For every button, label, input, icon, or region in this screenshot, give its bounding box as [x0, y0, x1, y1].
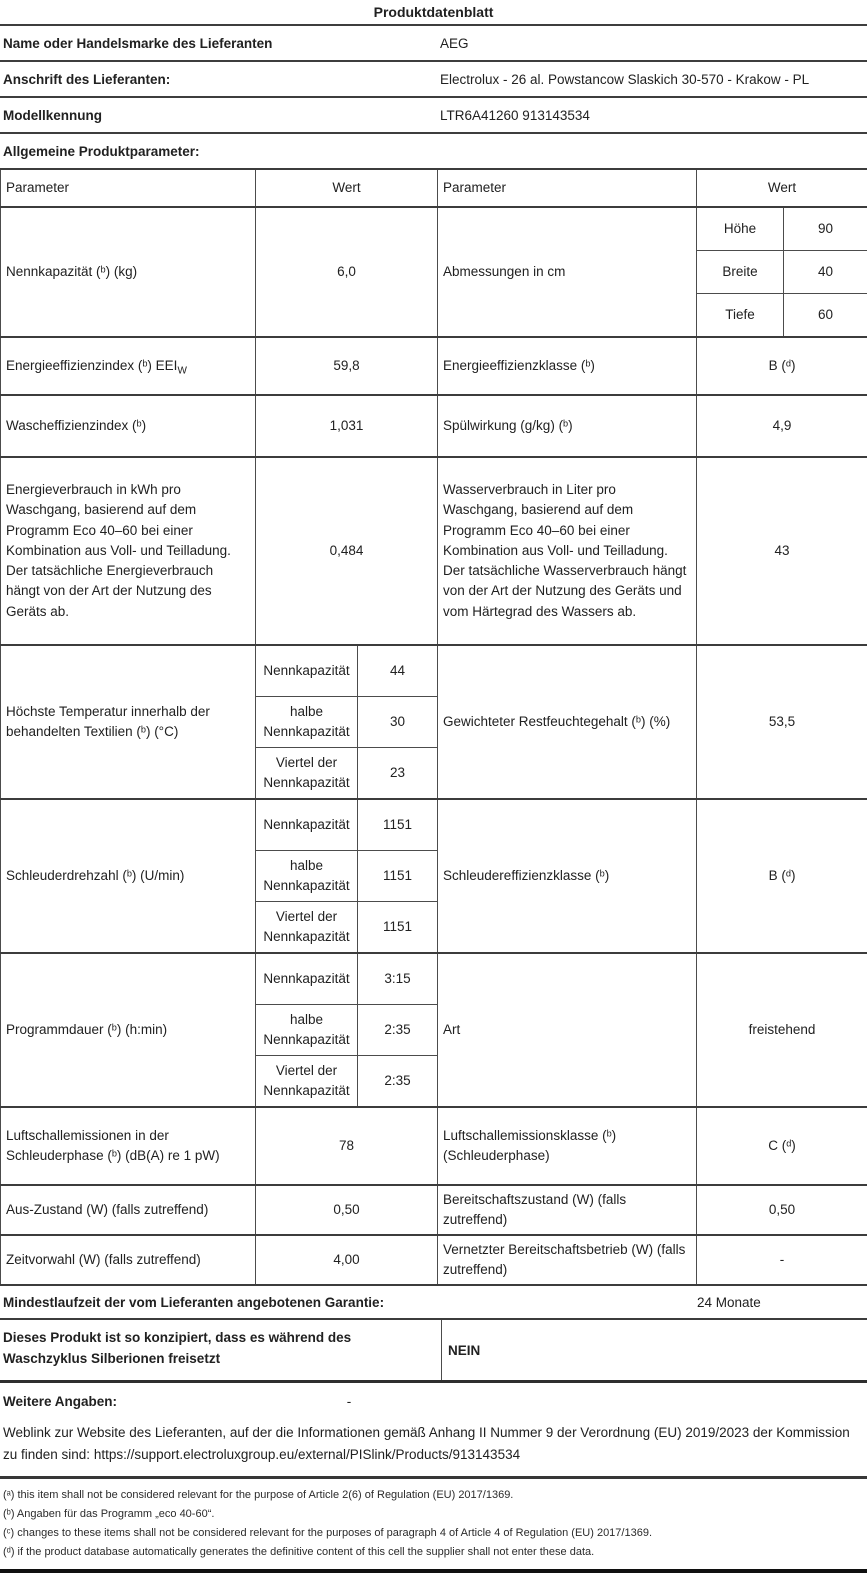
table-header-row	[1, 169, 867, 207]
model-id-value: LTR6A41260 913143534	[440, 108, 867, 123]
restfeuchtegehalt-label: Gewichteter Restfeuchtegehalt (ᵇ) (%)	[438, 645, 697, 799]
temp-halbe-value: 30	[358, 697, 438, 748]
vernetzter-bereitschaftsbetrieb-value: -	[697, 1235, 867, 1284]
luftschallemissionen-value: 78	[256, 1107, 438, 1185]
luftschallemissionen-label: Luftschallemissionen in der Schleuderphase (ᵇ) (dB(A) re 1 pW)	[1, 1107, 256, 1185]
energieeffizienzindex-label	[1, 337, 256, 395]
row-schleuderdrehzahl	[1, 799, 867, 851]
page-title: Produktdatenblatt	[0, 0, 867, 24]
spuelwirkung-label: Spülwirkung (g/kg) (ᵇ)	[438, 395, 697, 457]
art-value: freistehend	[697, 953, 867, 1107]
silver-ions-row	[0, 1320, 867, 1383]
silver-ions-value: NEIN	[442, 1320, 867, 1380]
wascheffizienzindex-value: 1,031	[256, 395, 438, 457]
dim-tiefe-label: Tiefe	[697, 294, 784, 338]
col-header-parameter-right: Parameter	[438, 169, 697, 207]
dauer-nennkapazitaet-label: Nennkapazität	[256, 953, 358, 1005]
temp-viertel-value: 23	[358, 748, 438, 800]
supplier-weblink-url[interactable]: https://support.electroluxgroup.eu/external/PISlink/Products/913143534	[94, 1447, 520, 1462]
energieeffizienzklasse-label: Energieeffizienzklasse (ᵇ)	[438, 337, 697, 395]
nennkapazitaet-value: 6,0	[256, 207, 438, 337]
footnotes	[0, 1479, 867, 1568]
energieverbrauch-label: Energieverbrauch in kWh pro Waschgang, basierend auf dem Programm Eco 40–60 bei einer Kombination aus Voll- und Teilladung. Der tatsächliche Energieverbrauch hängt von der Art der Nutzung des Geräts ab.	[1, 457, 256, 645]
dauer-halbe-label: halbe Nennkapazität	[256, 1005, 358, 1056]
row-aus-zustand	[1, 1185, 867, 1235]
schleudereffizienzklasse-value: B (ᵈ)	[697, 799, 867, 953]
temp-nennkapazitaet-value: 44	[358, 645, 438, 697]
bereitschaftszustand-label: Bereitschaftszustand (W) (falls zutreffend)	[438, 1185, 697, 1235]
supplier-address-value: Electrolux - 26 al. Powstancow Slaskich 30-570 - Krakow - PL	[440, 72, 867, 87]
guarantee-row	[0, 1284, 867, 1320]
temp-nennkapazitaet-label: Nennkapazität	[256, 645, 358, 697]
row-programmdauer	[1, 953, 867, 1005]
guarantee-label: Mindestlaufzeit der vom Lieferanten angebotenen Garantie:	[0, 1295, 693, 1310]
energieeffizienzklasse-value: B (ᵈ)	[697, 337, 867, 395]
row-nennkapazitaet-abmessungen	[1, 207, 867, 251]
temp-halbe-label: halbe Nennkapazität	[256, 697, 358, 748]
col-header-wert-left: Wert	[256, 169, 438, 207]
restfeuchtegehalt-value: 53,5	[697, 645, 867, 799]
temp-viertel-label: Viertel der Nennkapazität	[256, 748, 358, 800]
drehzahl-nennkapazitaet-label: Nennkapazität	[256, 799, 358, 851]
bereitschaftszustand-value: 0,50	[697, 1185, 867, 1235]
eei-subscript: W	[177, 366, 186, 377]
col-header-wert-right: Wert	[697, 169, 867, 207]
supplier-name-label: Name oder Handelsmarke des Lieferanten	[0, 36, 440, 51]
wasserverbrauch-value: 43	[697, 457, 867, 645]
programmdauer-label: Programmdauer (ᵇ) (h:min)	[1, 953, 256, 1107]
footnote-b: (ᵇ) Angaben für das Programm „eco 40-60“.	[3, 1505, 864, 1524]
page-bottom-rule	[0, 1569, 867, 1573]
row-energieverbrauch-wasserverbrauch	[1, 457, 867, 645]
drehzahl-viertel-value: 1151	[358, 902, 438, 954]
drehzahl-viertel-label: Viertel der Nennkapazität	[256, 902, 358, 954]
art-label: Art	[438, 953, 697, 1107]
dim-breite-label: Breite	[697, 251, 784, 294]
row-hoechste-temperatur	[1, 645, 867, 697]
supplier-address-label: Anschrift des Lieferanten:	[0, 72, 440, 87]
row-luftschallemissionen	[1, 1107, 867, 1185]
schleudereffizienzklasse-label: Schleudereffizienzklasse (ᵇ)	[438, 799, 697, 953]
footnote-a: (ᵃ) this item shall not be considered relevant for the purpose of Article 2(6) of Regulation (EU) 2017/1369.	[3, 1486, 864, 1505]
dauer-viertel-value: 2:35	[358, 1056, 438, 1108]
dauer-nennkapazitaet-value: 3:15	[358, 953, 438, 1005]
energieeffizienzindex-value: 59,8	[256, 337, 438, 395]
wascheffizienzindex-label: Wascheffizienzindex (ᵇ)	[1, 395, 256, 457]
additional-info-label: Weitere Angaben:	[0, 1394, 258, 1409]
drehzahl-halbe-label: halbe Nennkapazität	[256, 851, 358, 902]
schleuderdrehzahl-label: Schleuderdrehzahl (ᵇ) (U/min)	[1, 799, 256, 953]
drehzahl-halbe-value: 1151	[358, 851, 438, 902]
nennkapazitaet-label: Nennkapazität (ᵇ) (kg)	[1, 207, 256, 337]
additional-info-row	[0, 1383, 867, 1419]
model-id-label: Modellkennung	[0, 108, 440, 123]
silver-ions-label: Dieses Produkt ist so konzipiert, dass es während des Waschzyklus Silberionen freisetzt	[0, 1320, 442, 1380]
section-title: Allgemeine Produktparameter:	[0, 134, 867, 168]
row-wascheffizienzindex	[1, 395, 867, 457]
guarantee-value: 24 Monate	[693, 1295, 867, 1310]
luftschallemissionsklasse-value: C (ᵈ)	[697, 1107, 867, 1185]
dim-hoehe-label: Höhe	[697, 207, 784, 251]
supplier-name-row	[0, 26, 867, 62]
hoechste-temperatur-label: Höchste Temperatur innerhalb der behandelten Textilien (ᵇ) (°C)	[1, 645, 256, 799]
dim-tiefe-value: 60	[784, 294, 867, 338]
supplier-weblink-paragraph	[0, 1419, 867, 1476]
aus-zustand-label: Aus-Zustand (W) (falls zutreffend)	[1, 1185, 256, 1235]
energieverbrauch-value: 0,484	[256, 457, 438, 645]
wasserverbrauch-label: Wasserverbrauch in Liter pro Waschgang, basierend auf dem Programm Eco 40–60 bei einer Kombination aus Voll- und Teilladung. Der tatsächliche Wasserverbrauch hängt von der Art der Nutzung des Geräts und vom Härtegrad des Wassers ab.	[438, 457, 697, 645]
col-header-parameter-left: Parameter	[1, 169, 256, 207]
row-energieeffizienzindex	[1, 337, 867, 395]
dauer-viertel-label: Viertel der Nennkapazität	[256, 1056, 358, 1108]
dim-hoehe-value: 90	[784, 207, 867, 251]
supplier-address-row	[0, 62, 867, 98]
additional-info-value: -	[258, 1394, 440, 1409]
zeitvorwahl-label: Zeitvorwahl (W) (falls zutreffend)	[1, 1235, 256, 1284]
supplier-name-value: AEG	[440, 36, 867, 51]
energieeffizienzindex-label-text: Energieeffizienzindex (ᵇ) EEI	[6, 358, 177, 373]
drehzahl-nennkapazitaet-value: 1151	[358, 799, 438, 851]
footnote-c: (ᶜ) changes to these items shall not be considered relevant for the purposes of paragraph 4 of Article 4 of Regulation (EU) 2017/1369.	[3, 1524, 864, 1543]
abmessungen-label: Abmessungen in cm	[438, 207, 697, 337]
vernetzter-bereitschaftsbetrieb-label: Vernetzter Bereitschaftsbetrieb (W) (falls zutreffend)	[438, 1235, 697, 1284]
footnote-d: (ᵈ) if the product database automatically generates the definitive content of this cell the supplier shall not enter these data.	[3, 1543, 864, 1562]
supplier-weblink-text: Weblink zur Website des Lieferanten, auf der die Informationen gemäß Anhang II Nummer 9 der Verordnung (EU) 2019/2023 der Kommission zu finden sind:	[3, 1425, 850, 1462]
model-id-row	[0, 98, 867, 134]
luftschallemissionsklasse-label: Luftschallemissionsklasse (ᵇ) (Schleuderphase)	[438, 1107, 697, 1185]
zeitvorwahl-value: 4,00	[256, 1235, 438, 1284]
dim-breite-value: 40	[784, 251, 867, 294]
general-params-table	[0, 168, 867, 1284]
row-zeitvorwahl	[1, 1235, 867, 1284]
aus-zustand-value: 0,50	[256, 1185, 438, 1235]
spuelwirkung-value: 4,9	[697, 395, 867, 457]
dauer-halbe-value: 2:35	[358, 1005, 438, 1056]
